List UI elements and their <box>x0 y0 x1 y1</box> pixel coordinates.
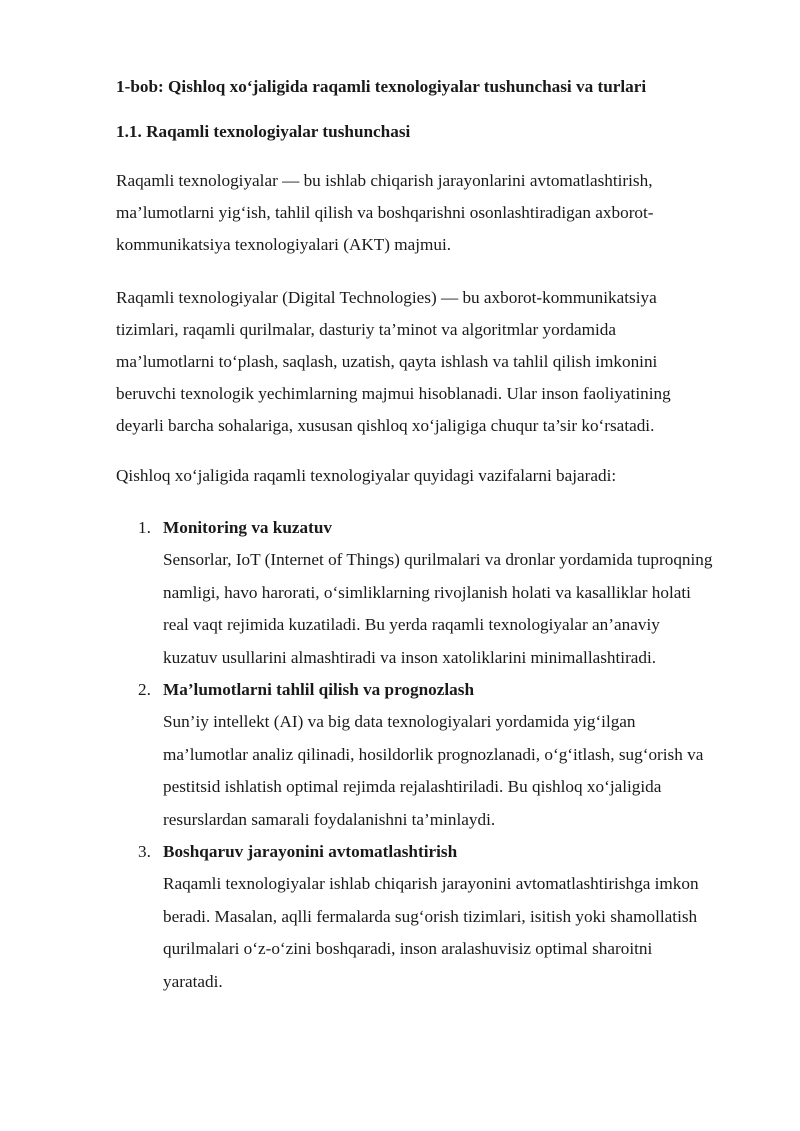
list-item-number: 3. <box>138 842 151 861</box>
list-item-number: 2. <box>138 680 151 699</box>
list-item-analysis <box>116 674 716 836</box>
list-item-text: Raqamli texnologiyalar ishlab chiqarish jarayonini avtomatlashtirishga imkon beradi. Masalan, aqlli fermalarda sug‘orish tizimlari, isitish yoki shamollatish qurilmalari o‘z-o‘zini boshqaradi, inson aralashuvisiz optimal sharoitni yaratadi. <box>163 874 699 991</box>
chapter-title: 1-bob: Qishloq xo‘jaligida raqamli texnologiyalar tushunchasi va turlari <box>116 77 647 96</box>
paragraph-definition: Raqamli texnologiyalar — bu ishlab chiqarish jarayonlarini avtomatlashtirish, ma’lumotlarni yig‘ish, tahlil qilish va boshqarishni osonlashtiradigan axborot-kommunikatsiya texnologiyalari (AKT) majmui. <box>116 171 654 254</box>
section-title: 1.1. Raqamli texnologiyalar tushunchasi <box>116 122 411 141</box>
list-item-text: Sun’iy intellekt (AI) va big data texnologiyalari yordamida yig‘ilgan ma’lumotlar analiz qilinadi, hosildorlik prognozlanadi, o‘g‘itlash, sug‘orish va pestitsid ishlatish optimal rejimda rejalashtiriladi. Bu qishloq xo‘jaligida resurslardan samarali foydalanishni ta’minlaydi. <box>163 712 704 829</box>
list-item-automation <box>116 836 716 998</box>
list-item-title: Monitoring va kuzatuv <box>163 518 333 537</box>
list-item-title: Boshqaruv jarayonini avtomatlashtirish <box>163 842 458 861</box>
paragraph-digital-technologies: Raqamli texnologiyalar (Digital Technologies) — bu axborot-kommunikatsiya tizimlari, raqamli qurilmalar, dasturiy ta’minot va algoritmlar yordamida ma’lumotlarni to‘plash, saqlash, uzatish, qayta ishlash va tahlil qilish imkonini beruvchi texnologik yechimlarning majmui hisoblanadi. Ular inson faoliyatining deyarli barcha sohalariga, xususan qishloq xo‘jaligiga chuqur ta’sir ko‘rsatadi. <box>116 288 671 435</box>
document-page <box>116 74 716 998</box>
list-item-number: 1. <box>138 518 151 537</box>
list-item-monitoring <box>116 512 716 674</box>
paragraph-list-intro: Qishloq xo‘jaligida raqamli texnologiyalar quyidagi vazifalarni bajaradi: <box>116 466 617 485</box>
list-item-text: Sensorlar, IoT (Internet of Things) qurilmalari va dronlar yordamida tuproqning namligi, havo harorati, o‘simliklarning rivojlanish holati va kasalliklar holati real vaqt rejimida kuzatiladi. Bu yerda raqamli texnologiyalar an’anaviy kuzatuv usullarini almashtiradi va inson xatoliklarini minimallashtiradi. <box>163 550 713 667</box>
functions-list <box>116 512 716 998</box>
list-item-title: Ma’lumotlarni tahlil qilish va prognozlash <box>163 680 475 699</box>
